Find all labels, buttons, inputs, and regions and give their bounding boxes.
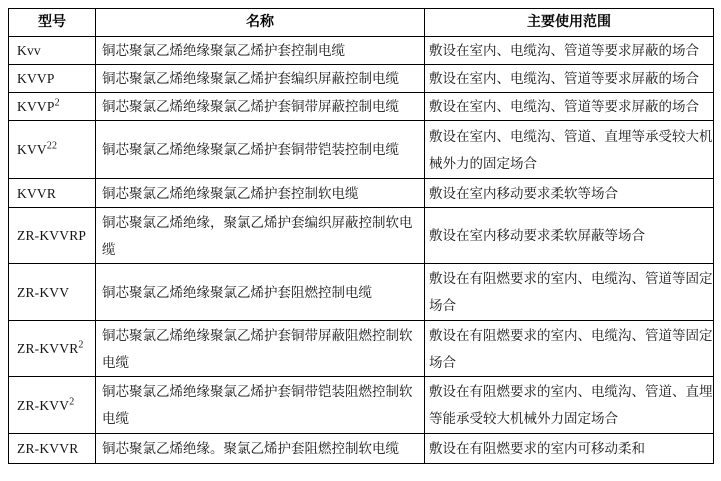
name-cell: 铜芯聚氯乙烯绝缘聚氯乙烯护套控制电缆	[96, 37, 425, 65]
name-cell: 铜芯聚氯乙烯绝缘聚氯乙烯护套铜带铠装控制电缆	[96, 121, 425, 179]
model-text: KVV	[17, 142, 47, 157]
table-header-row	[9, 9, 714, 37]
usage-cell: 敷设在有阻燃要求的室内、电缆沟、管道等固定场合	[425, 264, 714, 321]
header-model: 型号	[9, 9, 96, 37]
model-text: ZR-KVV	[17, 397, 70, 413]
model-cell	[9, 321, 96, 377]
model-cell	[9, 434, 96, 464]
model-cell	[9, 65, 96, 93]
name-cell: 铜芯聚氯乙烯绝缘聚氯乙烯护套铜带铠装阻燃控制软电缆	[96, 377, 425, 434]
model-text: KVVP	[17, 71, 55, 86]
usage-cell: 敷设在室内移动要求柔软屏蔽等场合	[425, 208, 714, 264]
model-cell	[9, 37, 96, 65]
table-row	[9, 321, 714, 377]
usage-cell: 敷设在室内、电缆沟、管道等要求屏蔽的场合	[425, 37, 714, 65]
usage-cell: 敷设在有阻燃要求的室内可移动柔和	[425, 434, 714, 464]
model-superscript: 2	[54, 97, 60, 109]
model-cell	[9, 208, 96, 264]
name-cell: 铜芯聚氯乙烯绝缘聚氯乙烯护套铜带屏蔽控制电缆	[96, 93, 425, 121]
model-superscript: 2	[69, 396, 75, 407]
name-cell: 铜芯聚氯乙烯绝缘。聚氯乙烯护套阻燃控制软电缆	[96, 434, 425, 464]
table-row	[9, 179, 714, 208]
name-cell: 铜芯聚氯乙烯绝缘聚氯乙烯护套控制软电缆	[96, 179, 425, 208]
table-row	[9, 377, 714, 434]
table-row	[9, 434, 714, 464]
name-cell: 铜芯聚氯乙烯绝缘聚氯乙烯护套铜带屏蔽阻燃控制软电缆	[96, 321, 425, 377]
model-cell	[9, 377, 96, 434]
usage-cell: 敷设在有阻燃要求的室内、电缆沟、管道、直埋等能承受较大机械外力固定场合	[425, 377, 714, 434]
header-name: 名称	[96, 9, 425, 37]
model-text: KVVP	[17, 99, 55, 114]
table-row	[9, 208, 714, 264]
name-cell: 铜芯聚氯乙烯绝缘聚氯乙烯护套编织屏蔽控制电缆	[96, 65, 425, 93]
model-cell	[9, 93, 96, 121]
name-cell: 铜芯聚氯乙烯绝缘聚氯乙烯护套阻燃控制电缆	[96, 264, 425, 321]
name-cell: 铜芯聚氯乙烯绝缘，聚氯乙烯护套编织屏蔽控制软电缆	[96, 208, 425, 264]
model-cell	[9, 121, 96, 179]
header-usage: 主要使用范围	[425, 9, 714, 37]
cable-types-table	[8, 8, 714, 464]
table-row	[9, 121, 714, 179]
model-cell	[9, 264, 96, 321]
model-cell	[9, 179, 96, 208]
usage-cell: 敷设在室内、电缆沟、管道等要求屏蔽的场合	[425, 65, 714, 93]
usage-cell: 敷设在室内、电缆沟、管道等要求屏蔽的场合	[425, 93, 714, 121]
model-text: ZR-KVVRP	[17, 228, 87, 243]
model-superscript: 22	[46, 140, 58, 152]
table-row	[9, 65, 714, 93]
usage-cell: 敷设在室内、电缆沟、管道、直埋等承受较大机械外力的固定场合	[425, 121, 714, 179]
model-text: KVVR	[17, 185, 57, 201]
model-text: ZR-KVV	[17, 284, 70, 300]
usage-cell: 敷设在有阻燃要求的室内、电缆沟、管道等固定场合	[425, 321, 714, 377]
usage-cell: 敷设在室内移动要求柔软等场合	[425, 179, 714, 208]
model-text: ZR-KVVR	[17, 441, 79, 456]
model-text: Kvv	[17, 43, 41, 58]
table-row	[9, 37, 714, 65]
model-superscript: 2	[78, 339, 84, 351]
model-text: ZR-KVVR	[17, 341, 79, 356]
table-row	[9, 93, 714, 121]
table-row	[9, 264, 714, 321]
